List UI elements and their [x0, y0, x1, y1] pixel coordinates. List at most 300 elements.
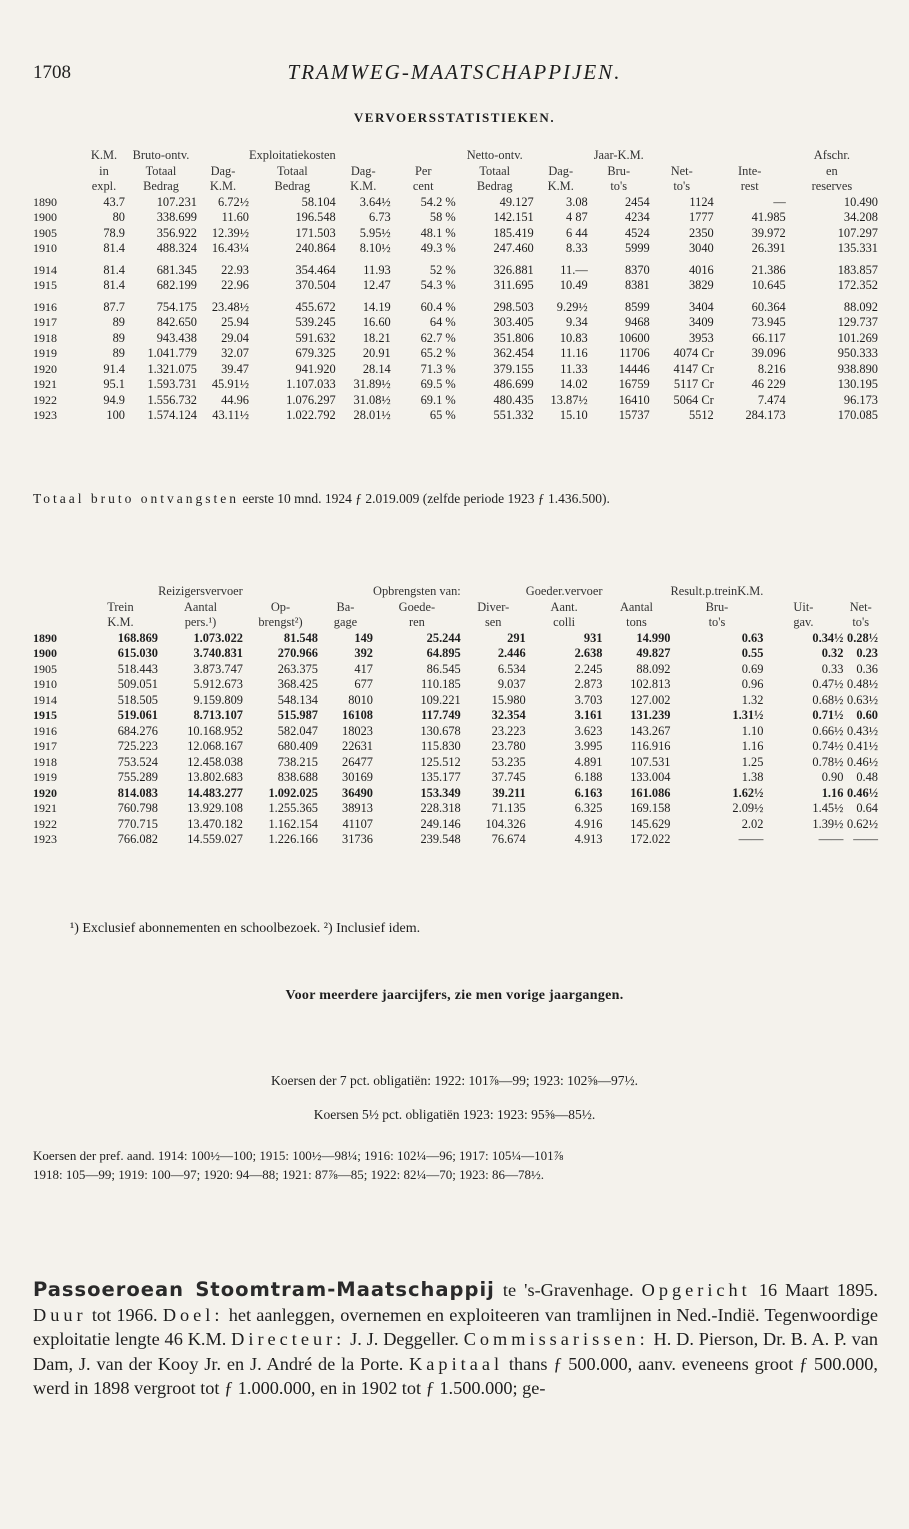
table-cell: 684.276 — [117, 723, 158, 738]
table-cell: 582.047 — [277, 723, 318, 738]
table-cell: 13.929.108 — [187, 801, 243, 815]
table-row — [33, 393, 878, 409]
table-cell: 115.830 — [420, 739, 461, 753]
table-cell: 94.9 — [103, 392, 125, 407]
table-cell: 941.920 — [295, 361, 336, 376]
table-cell: 183.857 — [837, 262, 878, 277]
table-cell: 3409 — [688, 315, 714, 329]
director-value: J. J. Deggeller. — [345, 1329, 464, 1349]
table-cell: 169.158 — [630, 801, 671, 815]
table-row — [33, 346, 878, 362]
column-header: en — [826, 163, 838, 178]
table-cell: 49.127 — [499, 194, 534, 209]
table-cell: 842.650 — [156, 315, 197, 329]
year-cell: 1900 — [33, 210, 57, 224]
table-cell: 1.32 — [741, 692, 764, 707]
table-cell: 9468 — [624, 315, 650, 329]
year-cell: 1919 — [33, 346, 57, 360]
table-cell: 29.04 — [221, 330, 249, 345]
column-header — [83, 584, 158, 600]
table-cell: 488.324 — [156, 241, 197, 255]
table-cell: — — [773, 194, 786, 209]
table-cell: 326.881 — [493, 262, 534, 277]
table-cell: 680.409 — [277, 739, 318, 753]
table-cell: 12.47 — [362, 278, 391, 292]
year-cell: 1923 — [33, 832, 57, 846]
table-row — [33, 786, 878, 802]
table-row — [33, 677, 878, 693]
table-cell: 149 — [354, 630, 373, 645]
column-header: rest — [740, 179, 759, 193]
table-cell: 4.913 — [574, 832, 603, 846]
table-cell: 3.623 — [574, 723, 603, 738]
table-cell: 71.135 — [491, 801, 526, 815]
table-cell: 766.082 — [117, 832, 158, 846]
preferred-share-prices-line1: Koersen der pref. aand. 1914: 100½—100; 1915: 100½—98¼; 1916: 102¼—96; 1917: 105¼—101⅞ — [33, 1148, 564, 1163]
table-cell: 6.163 — [574, 785, 603, 800]
table-cell: 69.5 % — [420, 377, 456, 391]
year-cell: 1914 — [33, 262, 57, 277]
year-cell: 1910 — [33, 241, 57, 255]
table-cell: 291 — [507, 630, 526, 645]
table-cell: 8599 — [624, 299, 650, 314]
table-cell: 81.4 — [103, 278, 125, 292]
column-header — [33, 164, 83, 180]
table-row — [33, 257, 878, 279]
table-cell: 9.159.809 — [193, 692, 243, 707]
table-cell: 80 — [112, 210, 125, 224]
table-cell: 738.215 — [277, 754, 318, 769]
table-cell: 38913 — [342, 801, 373, 815]
table-cell: 145.629 — [630, 816, 671, 831]
running-title: TRAMWEG-MAATSCHAPPIJEN. — [287, 60, 622, 84]
column-header: to's — [852, 615, 870, 629]
column-header — [602, 584, 670, 600]
table-cell: 14.02 — [559, 377, 588, 391]
table-cell: 48.1 % — [420, 225, 456, 240]
table-cell: 14.19 — [362, 299, 391, 314]
table-cell: 109.221 — [420, 692, 461, 707]
column-header: pers.¹) — [184, 615, 217, 629]
table-cell: 518.443 — [117, 661, 158, 676]
table-cell: 107.297 — [837, 225, 878, 240]
column-header: Inte- — [738, 163, 762, 178]
table-cell: 838.688 — [277, 770, 318, 784]
table-cell: 127.002 — [630, 692, 671, 707]
table-cell: 110.185 — [420, 677, 461, 691]
traffic-statistics-table — [33, 584, 878, 848]
table-cell: 20.91 — [362, 346, 391, 360]
header-row — [33, 148, 878, 164]
table-cell: 298.503 — [493, 299, 534, 314]
table-cell: 3829 — [688, 278, 714, 292]
table-row — [33, 708, 878, 724]
table-cell: 3.64½ — [359, 194, 391, 209]
table-cell: 64 % — [429, 315, 456, 329]
table-cell: 539.245 — [295, 315, 336, 329]
table-cell: 11.16 — [560, 346, 588, 360]
table-cell: 2350 — [688, 225, 714, 240]
table-cell: 23.48½ — [211, 299, 249, 314]
column-header: Net- — [670, 163, 693, 178]
table-cell: 943.438 — [156, 330, 197, 345]
table-cell: 31736 — [342, 832, 373, 846]
column-header: Ba- — [336, 599, 355, 614]
table-cell: 23.780 — [491, 739, 526, 753]
table-cell: 0.66½ — [812, 723, 844, 738]
table-cell: 480.435 — [493, 392, 534, 407]
table-cell: 13.87½ — [550, 392, 588, 407]
table-cell: 753.524 — [117, 754, 158, 769]
capital-label: Kapitaal — [409, 1353, 504, 1374]
table-cell: 5.912.673 — [193, 677, 243, 691]
table-cell: 43.7 — [103, 194, 125, 209]
year-cell: 1918 — [33, 330, 57, 345]
table-row — [33, 693, 878, 709]
year-cell: 1922 — [33, 392, 57, 407]
see-previous-volumes-note: Voor meerdere jaarcijfers, zie men vorige jaargangen. — [285, 988, 624, 1003]
bond-prices-7pct: Koersen der 7 pct. obligatiën: 1922: 101⅞—99; 1923: 102⅝—97½. — [270, 1073, 639, 1088]
table-cell: 0.90 — [821, 770, 844, 784]
financial-statistics-table — [33, 148, 878, 424]
header-row — [33, 179, 878, 195]
table-cell: 73.945 — [751, 315, 786, 329]
year-cell: 1914 — [33, 692, 57, 707]
table-cell: 30169 — [342, 770, 373, 784]
table-cell: 22.96 — [221, 278, 249, 292]
table-row — [33, 770, 878, 786]
table-cell: 1.593.731 — [147, 377, 197, 391]
table-cell: 7.474 — [757, 392, 786, 407]
table-cell: 37.745 — [491, 770, 526, 784]
column-header — [534, 148, 588, 164]
table-cell: 130.195 — [837, 377, 878, 391]
commissioners-value: H. D. Pierson, Dr. B. A. P. van Dam, J. van der Kooy Jr. en J. André de la Porte. — [33, 1329, 878, 1374]
table-cell: 2.02 — [741, 816, 764, 831]
column-header — [33, 615, 83, 631]
table-cell: 270.966 — [277, 646, 318, 660]
table-cell: 2.09½ — [732, 801, 764, 815]
table-cell: 88.092 — [843, 299, 878, 314]
table-cell: 16.43¼ — [211, 241, 249, 255]
table-cell: 1.107.033 — [286, 377, 336, 391]
table-cell: 11.93 — [363, 262, 391, 277]
table-cell: 8.33 — [566, 241, 588, 255]
table-cell: 8381 — [624, 278, 650, 292]
table-cell: 39.211 — [492, 785, 526, 800]
table-cell: 354.464 — [295, 262, 336, 277]
table-cell: 1.62½ — [732, 785, 764, 800]
table-cell: 196.548 — [295, 210, 336, 224]
table-cell: 88.092 — [636, 661, 671, 676]
table-cell: 14.559.027 — [187, 832, 243, 846]
table-cell: 31.08½ — [353, 392, 391, 407]
column-header — [843, 584, 878, 600]
column-header: Bedrag — [274, 179, 311, 193]
table-cell: 362.454 — [493, 346, 534, 360]
table-cell: 13.470.182 — [187, 816, 243, 831]
table-cell: 4524 — [624, 225, 650, 240]
table-cell: 100 — [106, 408, 125, 422]
table-cell: 18023 — [342, 723, 373, 738]
table-cell: 53.235 — [491, 754, 526, 769]
header-row — [33, 600, 878, 616]
table-cell: 54.2 % — [420, 194, 456, 209]
table-cell: 0.74½ — [812, 739, 844, 753]
table-cell: 0.78½ — [812, 754, 844, 769]
table-cell: 0.36 — [856, 661, 878, 676]
year-cell: 1890 — [33, 194, 57, 209]
table-cell: 0.47½ — [812, 677, 844, 691]
table-cell: 0.62½ — [847, 816, 878, 831]
founded-value: 16 Maart 1895. — [750, 1280, 879, 1300]
table-cell: 518.505 — [117, 692, 158, 707]
year-cell: 1910 — [33, 677, 57, 691]
table-cell: 10.83 — [559, 330, 588, 345]
column-header: K.M. — [350, 179, 377, 193]
company-name: Passoeroean Stoomtram-Maatschappij — [33, 1278, 495, 1301]
table-cell: 25.94 — [221, 315, 249, 329]
table-cell: 36490 — [342, 785, 373, 800]
table-cell: 95.1 — [103, 377, 125, 391]
table-cell: 1.255.365 — [268, 801, 318, 815]
table-cell: 551.332 — [493, 408, 534, 422]
table-cell: 81.4 — [103, 241, 125, 255]
table-cell: 3040 — [688, 241, 714, 255]
column-header: Bruto-ontv. — [132, 148, 190, 162]
column-header — [33, 600, 83, 616]
table-cell: 3953 — [688, 330, 714, 345]
table-cell: 1.31½ — [732, 708, 764, 722]
column-header: to's — [708, 615, 726, 629]
year-cell: 1921 — [33, 377, 57, 391]
table-cell: 142.151 — [493, 210, 534, 224]
column-header: Dag- — [210, 163, 236, 178]
table-cell: 0.96 — [741, 677, 764, 691]
table-row — [33, 408, 878, 424]
column-header: Trein — [107, 599, 134, 614]
table-cell: 102.813 — [630, 677, 671, 691]
table-cell: 1.022.792 — [286, 408, 336, 422]
table-cell: 3.08 — [566, 194, 588, 209]
column-header: Goede- — [398, 599, 436, 614]
column-header: Goeder.vervoer — [525, 584, 603, 598]
table-cell: 11.— — [560, 262, 588, 277]
table-cell: 950.333 — [837, 346, 878, 360]
table-cell: 12.458.038 — [187, 754, 243, 769]
table-cell: 130.678 — [420, 723, 461, 738]
column-header: ren — [408, 615, 425, 629]
table-cell: 101.269 — [837, 330, 878, 345]
table-cell: 4.916 — [574, 816, 603, 831]
table-row — [33, 724, 878, 740]
table-cell: —— — [738, 832, 764, 846]
table-cell: 10.168.952 — [187, 723, 243, 738]
column-header: Bedrag — [143, 179, 179, 193]
table-cell: 679.325 — [295, 346, 336, 360]
table-cell: 28.01½ — [353, 408, 391, 422]
column-header: Aant. — [550, 599, 578, 614]
table-cell: 11.60 — [221, 210, 249, 224]
column-header: Dag- — [350, 163, 376, 178]
column-header — [243, 584, 318, 600]
table-cell: 1.556.732 — [147, 392, 197, 407]
table-cell: 938.890 — [837, 361, 878, 376]
table-cell: 41107 — [342, 816, 373, 831]
table-cell: 13.802.683 — [187, 770, 243, 784]
table-cell: 71.3 % — [420, 361, 456, 376]
table-cell: 417 — [354, 661, 373, 676]
table-cell: 28.14 — [362, 361, 391, 376]
table-cell: 247.460 — [493, 241, 534, 255]
bond-prices-5-5pct: Koersen 5½ pct. obligatiën 1923: 1923: 95⅝—85½. — [313, 1107, 596, 1122]
column-header: K.M. — [107, 615, 134, 629]
table-cell: 5064 Cr — [673, 392, 714, 407]
table-cell: 591.632 — [295, 330, 336, 345]
table-row — [33, 377, 878, 393]
column-header: Op- — [270, 599, 291, 614]
table-cell: 54.3 % — [420, 278, 456, 292]
year-cell: 1905 — [33, 225, 57, 240]
year-cell: 1920 — [33, 785, 57, 800]
column-header: Afschr. — [813, 148, 850, 162]
table-cell: 519.061 — [117, 708, 158, 722]
table-cell: 14446 — [618, 361, 650, 376]
table-cell: 0.48 — [856, 770, 878, 784]
table-cell: 3.995 — [574, 739, 603, 753]
table-cell: 5999 — [624, 241, 650, 255]
table-cell: 168.869 — [117, 630, 158, 645]
purpose-label: Doel: — [162, 1304, 224, 1325]
column-header — [714, 148, 786, 164]
table-cell: 12.39½ — [211, 225, 249, 240]
table-cell: 379.155 — [493, 361, 534, 376]
table-cell: 1124 — [689, 194, 714, 209]
table-cell: 0.71½ — [812, 708, 844, 722]
column-header — [650, 148, 714, 164]
table-cell: 153.349 — [420, 785, 461, 800]
table-cell: 1.076.297 — [286, 392, 336, 407]
table-cell: 4 87 — [566, 210, 588, 224]
total-receipts-note — [33, 489, 878, 508]
table-cell: 392 — [354, 646, 373, 660]
table-cell: 58.104 — [301, 194, 336, 209]
table-cell: 46 229 — [751, 377, 786, 391]
table-cell: 1.092.025 — [268, 785, 318, 800]
table-cell: 116.916 — [630, 739, 671, 753]
table-cell: 2454 — [624, 194, 650, 209]
table-cell: 81.4 — [103, 262, 125, 277]
year-cell: 1917 — [33, 315, 57, 329]
table-row — [33, 755, 878, 771]
column-header — [391, 148, 456, 164]
table-cell: 26477 — [342, 754, 373, 769]
table-row — [33, 315, 878, 331]
table-cell: 1.073.022 — [193, 630, 243, 645]
table-cell: 0.28½ — [847, 630, 878, 645]
column-header: Reizigersvervoer — [158, 584, 243, 598]
table-cell: 0.68½ — [812, 692, 844, 707]
table-cell: 5512 — [688, 408, 714, 422]
duration-label: Duur — [33, 1304, 87, 1325]
table-cell: 368.425 — [277, 677, 318, 691]
column-header: Bedrag — [476, 179, 513, 193]
table-cell: 682.199 — [156, 278, 197, 292]
table-cell: 107.531 — [630, 754, 671, 769]
column-header — [33, 584, 83, 600]
table-cell: 6.73 — [369, 210, 391, 224]
table-cell: 16410 — [618, 392, 650, 407]
table-cell: 931 — [583, 630, 603, 645]
table-cell: 1.45½ — [812, 801, 844, 815]
table-cell: 0.63½ — [847, 692, 878, 707]
column-header: gav. — [793, 615, 814, 629]
table-cell: 754.175 — [156, 299, 197, 314]
table-cell: 1.041.779 — [147, 346, 197, 360]
table-cell: 0.34½ — [812, 630, 844, 645]
table-cell: 228.318 — [420, 801, 461, 815]
year-cell: 1905 — [33, 661, 57, 676]
column-header: Totaal — [479, 163, 511, 178]
table-cell: 65 % — [429, 408, 456, 422]
year-cell: 1918 — [33, 754, 57, 769]
table-cell: 12.068.167 — [187, 739, 243, 753]
table-cell: 8010 — [348, 692, 373, 707]
table-cell: 131.239 — [630, 708, 671, 722]
column-header: Aantal — [183, 599, 218, 614]
table-cell: 14.990 — [636, 630, 671, 645]
section-title: VERVOERSSTATISTIEKEN. — [353, 110, 556, 125]
table-cell: 1.16 — [821, 785, 844, 800]
table-cell: 16.60 — [362, 315, 391, 329]
table-cell: 0.69 — [741, 661, 764, 676]
column-header: Net- — [849, 599, 872, 614]
year-cell: 1920 — [33, 361, 57, 376]
table-row — [33, 631, 878, 647]
table-cell: 0.55 — [741, 646, 764, 660]
table-cell: 8.713.107 — [193, 708, 243, 722]
column-header — [461, 584, 526, 600]
table-cell: 3.740.831 — [193, 646, 243, 660]
table-cell: 64.895 — [426, 646, 461, 660]
table-cell: 486.699 — [493, 377, 534, 391]
table-cell: 3.161 — [574, 708, 603, 722]
table-cell: 615.030 — [117, 646, 158, 660]
table-cell: 0.33 — [821, 661, 844, 676]
column-header: K.M. — [547, 179, 574, 193]
year-cell: 1922 — [33, 816, 57, 831]
table-cell: 814.083 — [117, 785, 158, 800]
table-cell: 284.173 — [745, 408, 786, 422]
table-cell: 143.267 — [630, 723, 671, 738]
company-seat: te 's-Gravenhage. — [494, 1280, 634, 1300]
table-cell: 681.345 — [156, 262, 197, 277]
column-header: Bru- — [607, 163, 631, 178]
table-cell: 9.34 — [566, 315, 588, 329]
duration-value: tot 1966. — [86, 1304, 163, 1325]
header-row — [33, 615, 878, 631]
column-header: cent — [412, 179, 434, 193]
table-cell: 370.504 — [295, 278, 336, 292]
table-cell: 9.037 — [497, 677, 526, 691]
table-cell: 240.864 — [295, 241, 336, 255]
table-cell: 39.096 — [751, 346, 786, 360]
table-cell: 8370 — [624, 262, 650, 277]
table-cell: 161.086 — [630, 785, 671, 800]
table-cell: 2.873 — [574, 677, 603, 691]
table-cell: 107.231 — [156, 194, 197, 209]
table-cell: 43.11½ — [212, 408, 249, 422]
